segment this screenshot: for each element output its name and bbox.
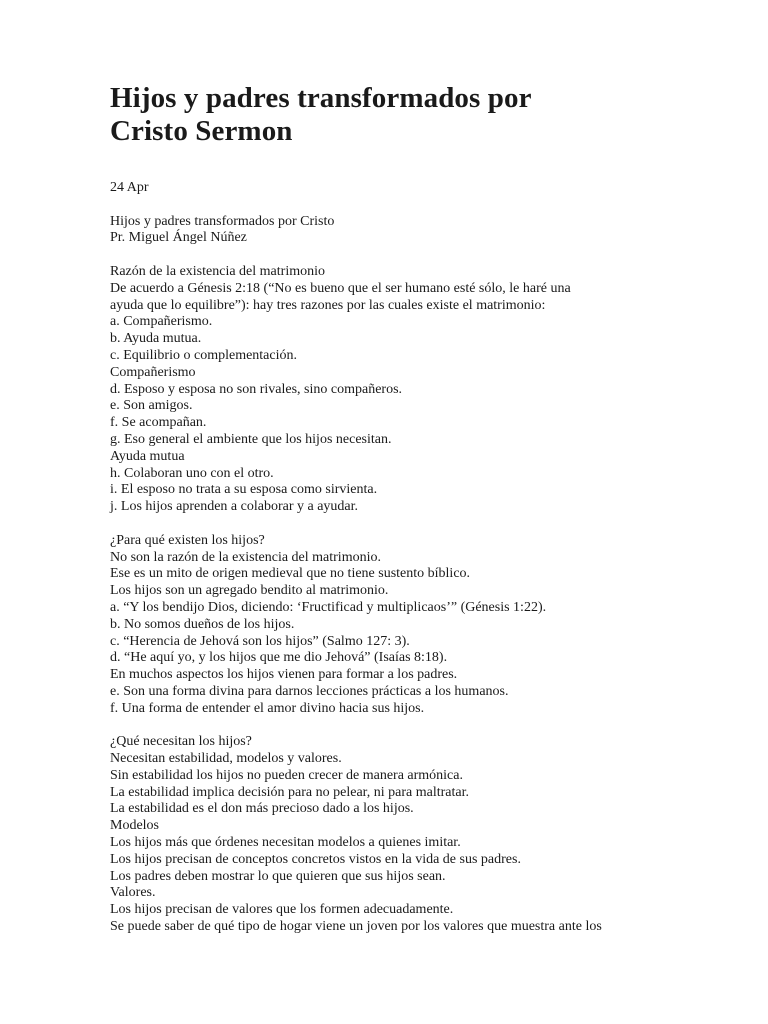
title-line-1: Hijos y padres transformados por xyxy=(110,82,532,114)
text-line: ¿Qué necesitan los hijos? xyxy=(110,734,252,750)
text-line: e. Son amigos. xyxy=(110,398,193,414)
text-line: b. No somos dueños de los hijos. xyxy=(110,616,295,632)
text-line: b. Ayuda mutua. xyxy=(110,331,202,347)
text-line: f. Se acompañan. xyxy=(110,415,207,431)
text-line: e. Son una forma divina para darnos lecciones prácticas a los humanos. xyxy=(110,683,509,699)
text-line: c. Equilibrio o complementación. xyxy=(110,347,298,363)
text-line: ayuda que lo equilibre”): hay tres razones por las cuales existe el matrimonio: xyxy=(110,297,546,313)
document-page xyxy=(110,82,710,936)
text-line: Ese es un mito de origen medieval que no tiene sustento bíblico. xyxy=(110,566,471,582)
text-line: a. “Y los bendijo Dios, diciendo: ‘Fructificad y multiplicaos’” (Génesis 1:22). xyxy=(110,599,547,615)
text-line: Ayuda mutua xyxy=(110,448,185,464)
text-line: Pr. Miguel Ángel Núñez xyxy=(110,230,247,246)
text-line: Compañerismo xyxy=(110,364,196,380)
text-line: Razón de la existencia del matrimonio xyxy=(110,263,325,279)
text-line: i. El esposo no trata a su esposa como sirvienta. xyxy=(110,482,378,498)
text-line: La estabilidad implica decisión para no pelear, ni para maltratar. xyxy=(110,784,470,800)
document-title xyxy=(110,82,710,148)
text-line: c. “Herencia de Jehová son los hijos” (Salmo 127: 3). xyxy=(110,633,410,649)
text-line: La estabilidad es el don más precioso dado a los hijos. xyxy=(110,801,414,817)
paragraph-block xyxy=(110,264,710,516)
paragraph-block xyxy=(110,214,710,248)
text-line: Valores. xyxy=(110,885,156,901)
text-line: j. Los hijos aprenden a colaborar y a ayudar. xyxy=(110,499,359,515)
text-line: f. Una forma de entender el amor divino hacia sus hijos. xyxy=(110,700,425,716)
text-line: De acuerdo a Génesis 2:18 (“No es bueno que el ser humano esté sólo, le haré una xyxy=(110,280,571,296)
paragraph-block xyxy=(110,734,710,936)
document-body xyxy=(110,214,710,936)
text-line: d. “He aquí yo, y los hijos que me dio Jehová” (Isaías 8:18). xyxy=(110,650,448,666)
text-line: Sin estabilidad los hijos no pueden crecer de manera armónica. xyxy=(110,767,463,783)
text-line: d. Esposo y esposa no son rivales, sino compañeros. xyxy=(110,381,403,397)
text-line: Hijos y padres transformados por Cristo xyxy=(110,213,335,229)
text-line: Los hijos más que órdenes necesitan modelos a quienes imitar. xyxy=(110,835,461,851)
text-line: h. Colaboran uno con el otro. xyxy=(110,465,274,481)
text-line: a. Compañerismo. xyxy=(110,314,213,330)
text-line: Los hijos son un agregado bendito al matrimonio. xyxy=(110,583,389,599)
text-line: Se puede saber de qué tipo de hogar viene un joven por los valores que muestra ante los xyxy=(110,919,602,935)
text-line: g. Eso general el ambiente que los hijos necesitan. xyxy=(110,431,392,447)
text-line: En muchos aspectos los hijos vienen para formar a los padres. xyxy=(110,667,458,683)
text-line: ¿Para qué existen los hijos? xyxy=(110,532,265,548)
post-date: 24 Apr xyxy=(110,180,149,195)
text-line: Los hijos precisan de conceptos concretos vistos en la vida de sus padres. xyxy=(110,851,521,867)
title-line-2: Cristo Sermon xyxy=(110,115,293,147)
text-line: No son la razón de la existencia del matrimonio. xyxy=(110,549,381,565)
text-line: Modelos xyxy=(110,818,159,834)
text-line: Necesitan estabilidad, modelos y valores. xyxy=(110,751,342,767)
text-line: Los hijos precisan de valores que los formen adecuadamente. xyxy=(110,902,454,918)
paragraph-block xyxy=(110,533,710,718)
text-line: Los padres deben mostrar lo que quieren que sus hijos sean. xyxy=(110,868,446,884)
